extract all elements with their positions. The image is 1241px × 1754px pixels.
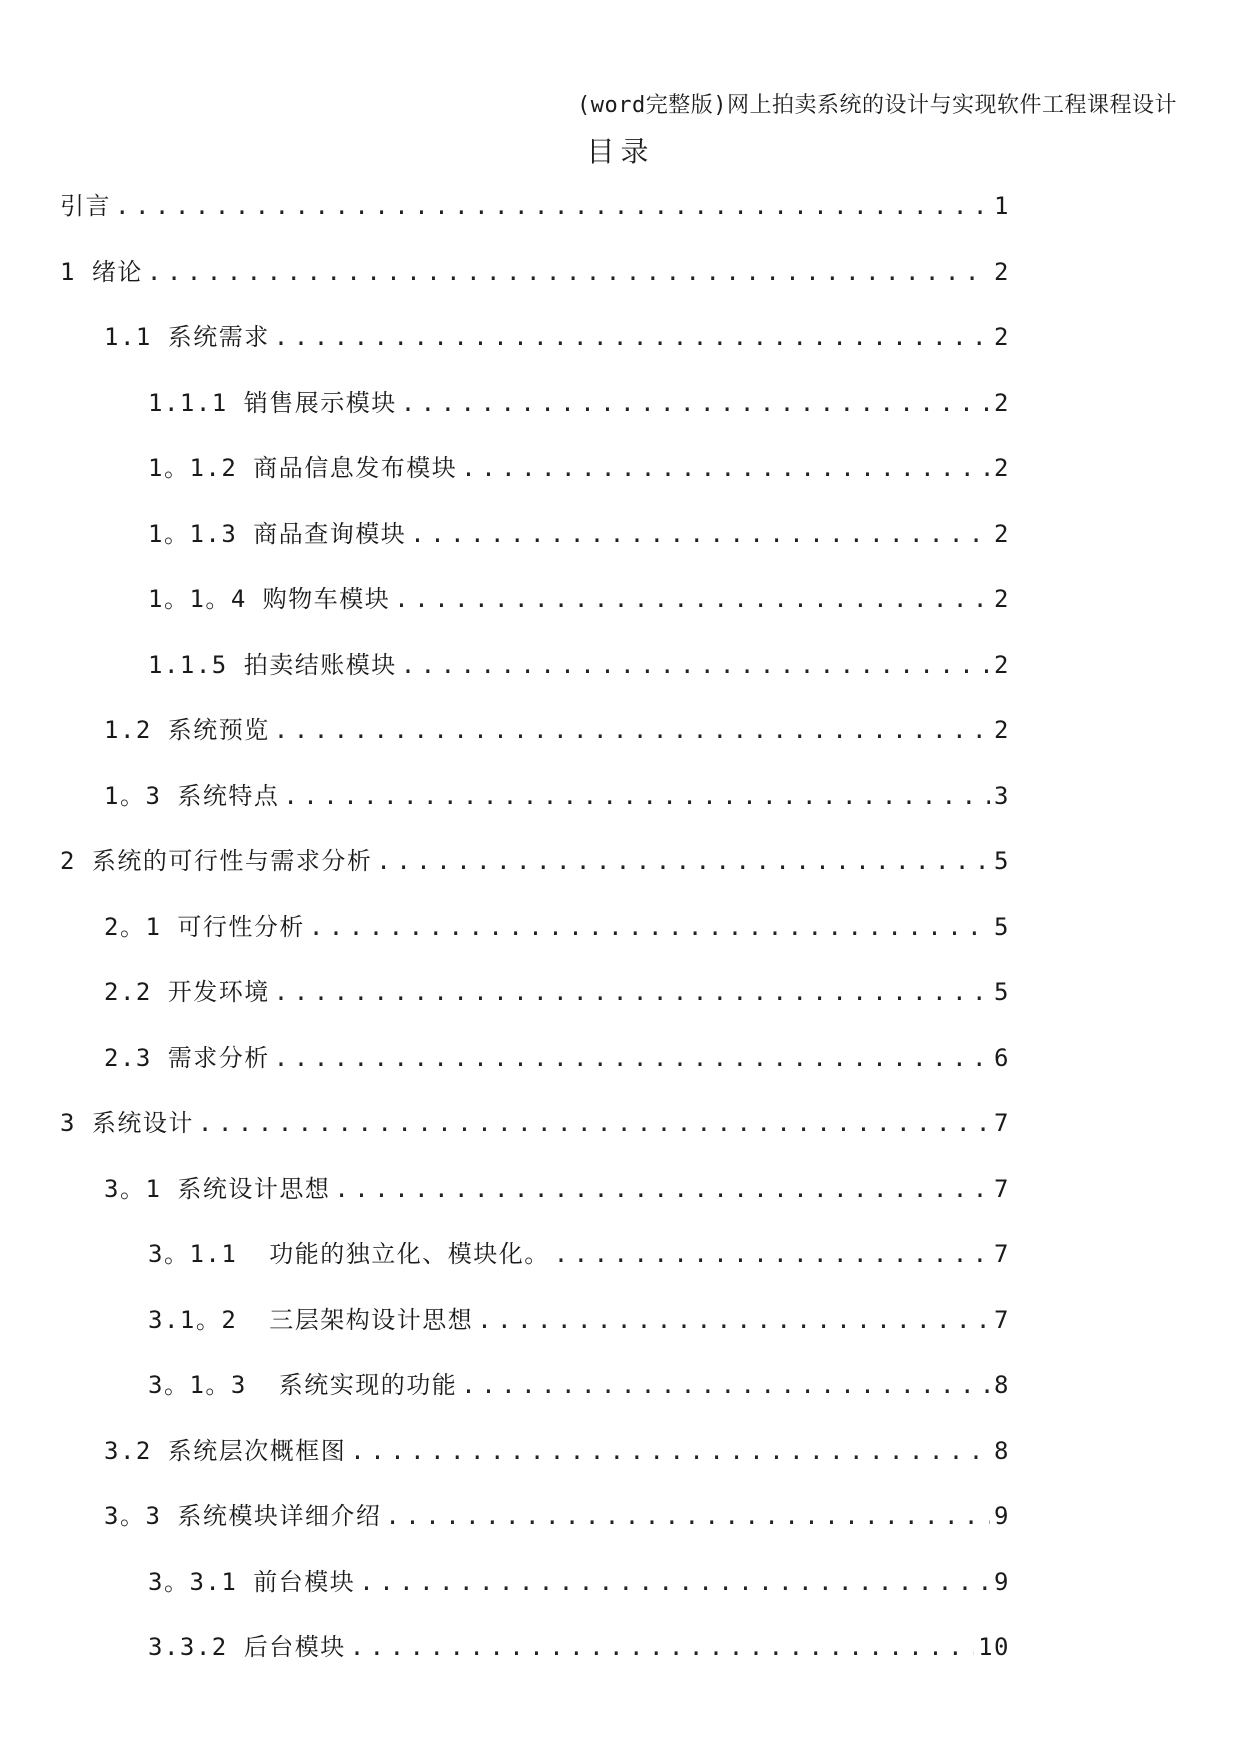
table-of-contents [60, 186, 1010, 1693]
toc-entry[interactable] [60, 317, 1010, 383]
dot-leader [274, 323, 990, 351]
dot-leader [410, 520, 990, 548]
toc-entry[interactable] [60, 186, 1010, 252]
toc-entry[interactable] [60, 1038, 1010, 1104]
toc-entry-label: 3。1。3 系统实现的功能 [148, 1371, 458, 1399]
toc-entry-page-number: 5 [994, 978, 1010, 1006]
toc-entry[interactable] [60, 448, 1010, 514]
dot-leader [115, 192, 990, 220]
toc-entry-label: 3.2 系统层次概框图 [104, 1436, 347, 1465]
toc-entry-page-number: 2 [994, 519, 1010, 548]
dot-leader [394, 585, 990, 613]
dot-leader [147, 258, 990, 286]
dot-leader [274, 716, 990, 744]
toc-entry-label: 1 绪论 [60, 257, 143, 286]
toc-entry[interactable] [60, 710, 1010, 776]
toc-entry-label: 3。3.1 前台模块 [148, 1567, 356, 1596]
toc-entry-label: 3。1.1 功能的独立化、模块化。 [148, 1240, 550, 1268]
toc-entry-page-number: 1 [994, 192, 1010, 220]
toc-entry-page-number: 5 [994, 912, 1010, 941]
dot-leader [359, 1568, 990, 1596]
toc-entry-label: 1。1。4 购物车模块 [148, 585, 391, 613]
toc-entry-page-number: 2 [994, 388, 1010, 417]
toc-entry-page-number: 9 [994, 1502, 1010, 1530]
toc-entry[interactable] [60, 645, 1010, 711]
toc-entry[interactable] [60, 1365, 1010, 1431]
toc-entry[interactable] [60, 841, 1010, 907]
toc-entry-page-number: 9 [994, 1567, 1010, 1596]
dot-leader [554, 1240, 990, 1268]
toc-entry-page-number: 7 [994, 1240, 1010, 1268]
toc-entry[interactable] [60, 776, 1010, 842]
toc-entry[interactable] [60, 579, 1010, 645]
toc-entry-page-number: 2 [994, 650, 1010, 679]
toc-entry-page-number: 3 [994, 781, 1010, 810]
toc-entry[interactable] [60, 1234, 1010, 1300]
toc-entry-page-number: 7 [994, 1305, 1010, 1334]
toc-entry-label: 3.3.2 后台模块 [148, 1633, 346, 1661]
toc-entry-label: 3。3 系统模块详细介绍 [104, 1502, 382, 1530]
toc-entry-label: 引言 [60, 192, 111, 220]
toc-entry-page-number: 2 [994, 716, 1010, 744]
dot-leader [461, 454, 990, 482]
dot-leader [401, 389, 990, 417]
toc-entry-page-number: 2 [994, 257, 1010, 286]
toc-entry[interactable] [60, 383, 1010, 449]
toc-entry[interactable] [60, 907, 1010, 973]
toc-entry[interactable] [60, 252, 1010, 318]
toc-entry-label: 1.1 系统需求 [104, 323, 270, 351]
toc-title: 目录 [586, 135, 655, 168]
toc-entry-page-number: 2 [994, 454, 1010, 482]
dot-leader [274, 978, 990, 1006]
dot-leader [198, 1109, 990, 1137]
dot-leader [334, 1175, 990, 1203]
dot-leader [350, 1437, 990, 1465]
toc-entry-page-number: 8 [994, 1436, 1010, 1465]
toc-entry-page-number: 5 [994, 847, 1010, 875]
toc-entry-label: 1.1.1 销售展示模块 [148, 388, 397, 417]
toc-entry[interactable] [60, 1431, 1010, 1497]
dot-leader [350, 1633, 974, 1661]
toc-entry-page-number: 7 [994, 1109, 1010, 1137]
toc-entry-page-number: 2 [994, 323, 1010, 351]
toc-entry-page-number: 7 [994, 1174, 1010, 1203]
toc-entry-page-number: 6 [994, 1043, 1010, 1072]
toc-entry-label: 3。1 系统设计思想 [104, 1174, 331, 1203]
toc-entry-label: 2.2 开发环境 [104, 978, 270, 1006]
toc-entry-label: 1。1.2 商品信息发布模块 [148, 454, 458, 482]
toc-entry[interactable] [60, 1300, 1010, 1366]
dot-leader [283, 782, 990, 810]
toc-entry-label: 1。3 系统特点 [104, 781, 280, 810]
toc-entry-label: 3 系统设计 [60, 1109, 194, 1137]
dot-leader [385, 1502, 990, 1530]
toc-entry-label: 1。1.3 商品查询模块 [148, 519, 407, 548]
toc-entry[interactable] [60, 972, 1010, 1038]
toc-entry-page-number: 10 [978, 1633, 1010, 1661]
toc-entry-label: 2 系统的可行性与需求分析 [60, 847, 373, 875]
document-header: (word完整版)网上拍卖系统的设计与实现软件工程课程设计 [577, 93, 1177, 118]
dot-leader [274, 1044, 990, 1072]
dot-leader [309, 913, 990, 941]
toc-entry-page-number: 2 [994, 585, 1010, 613]
toc-entry[interactable] [60, 514, 1010, 580]
toc-entry-page-number: 8 [994, 1371, 1010, 1399]
toc-entry[interactable] [60, 1562, 1010, 1628]
dot-leader [401, 651, 990, 679]
toc-entry[interactable] [60, 1103, 1010, 1169]
toc-entry-label: 2。1 可行性分析 [104, 912, 305, 941]
dot-leader [461, 1371, 990, 1399]
dot-leader [477, 1306, 990, 1334]
toc-entry[interactable] [60, 1169, 1010, 1235]
toc-entry-label: 2.3 需求分析 [104, 1043, 270, 1072]
toc-entry[interactable] [60, 1496, 1010, 1562]
toc-entry-label: 3.1。2 三层架构设计思想 [148, 1305, 474, 1334]
toc-entry-label: 1.2 系统预览 [104, 716, 270, 744]
dot-leader [376, 847, 990, 875]
toc-entry[interactable] [60, 1627, 1010, 1693]
toc-entry-label: 1.1.5 拍卖结账模块 [148, 650, 397, 679]
